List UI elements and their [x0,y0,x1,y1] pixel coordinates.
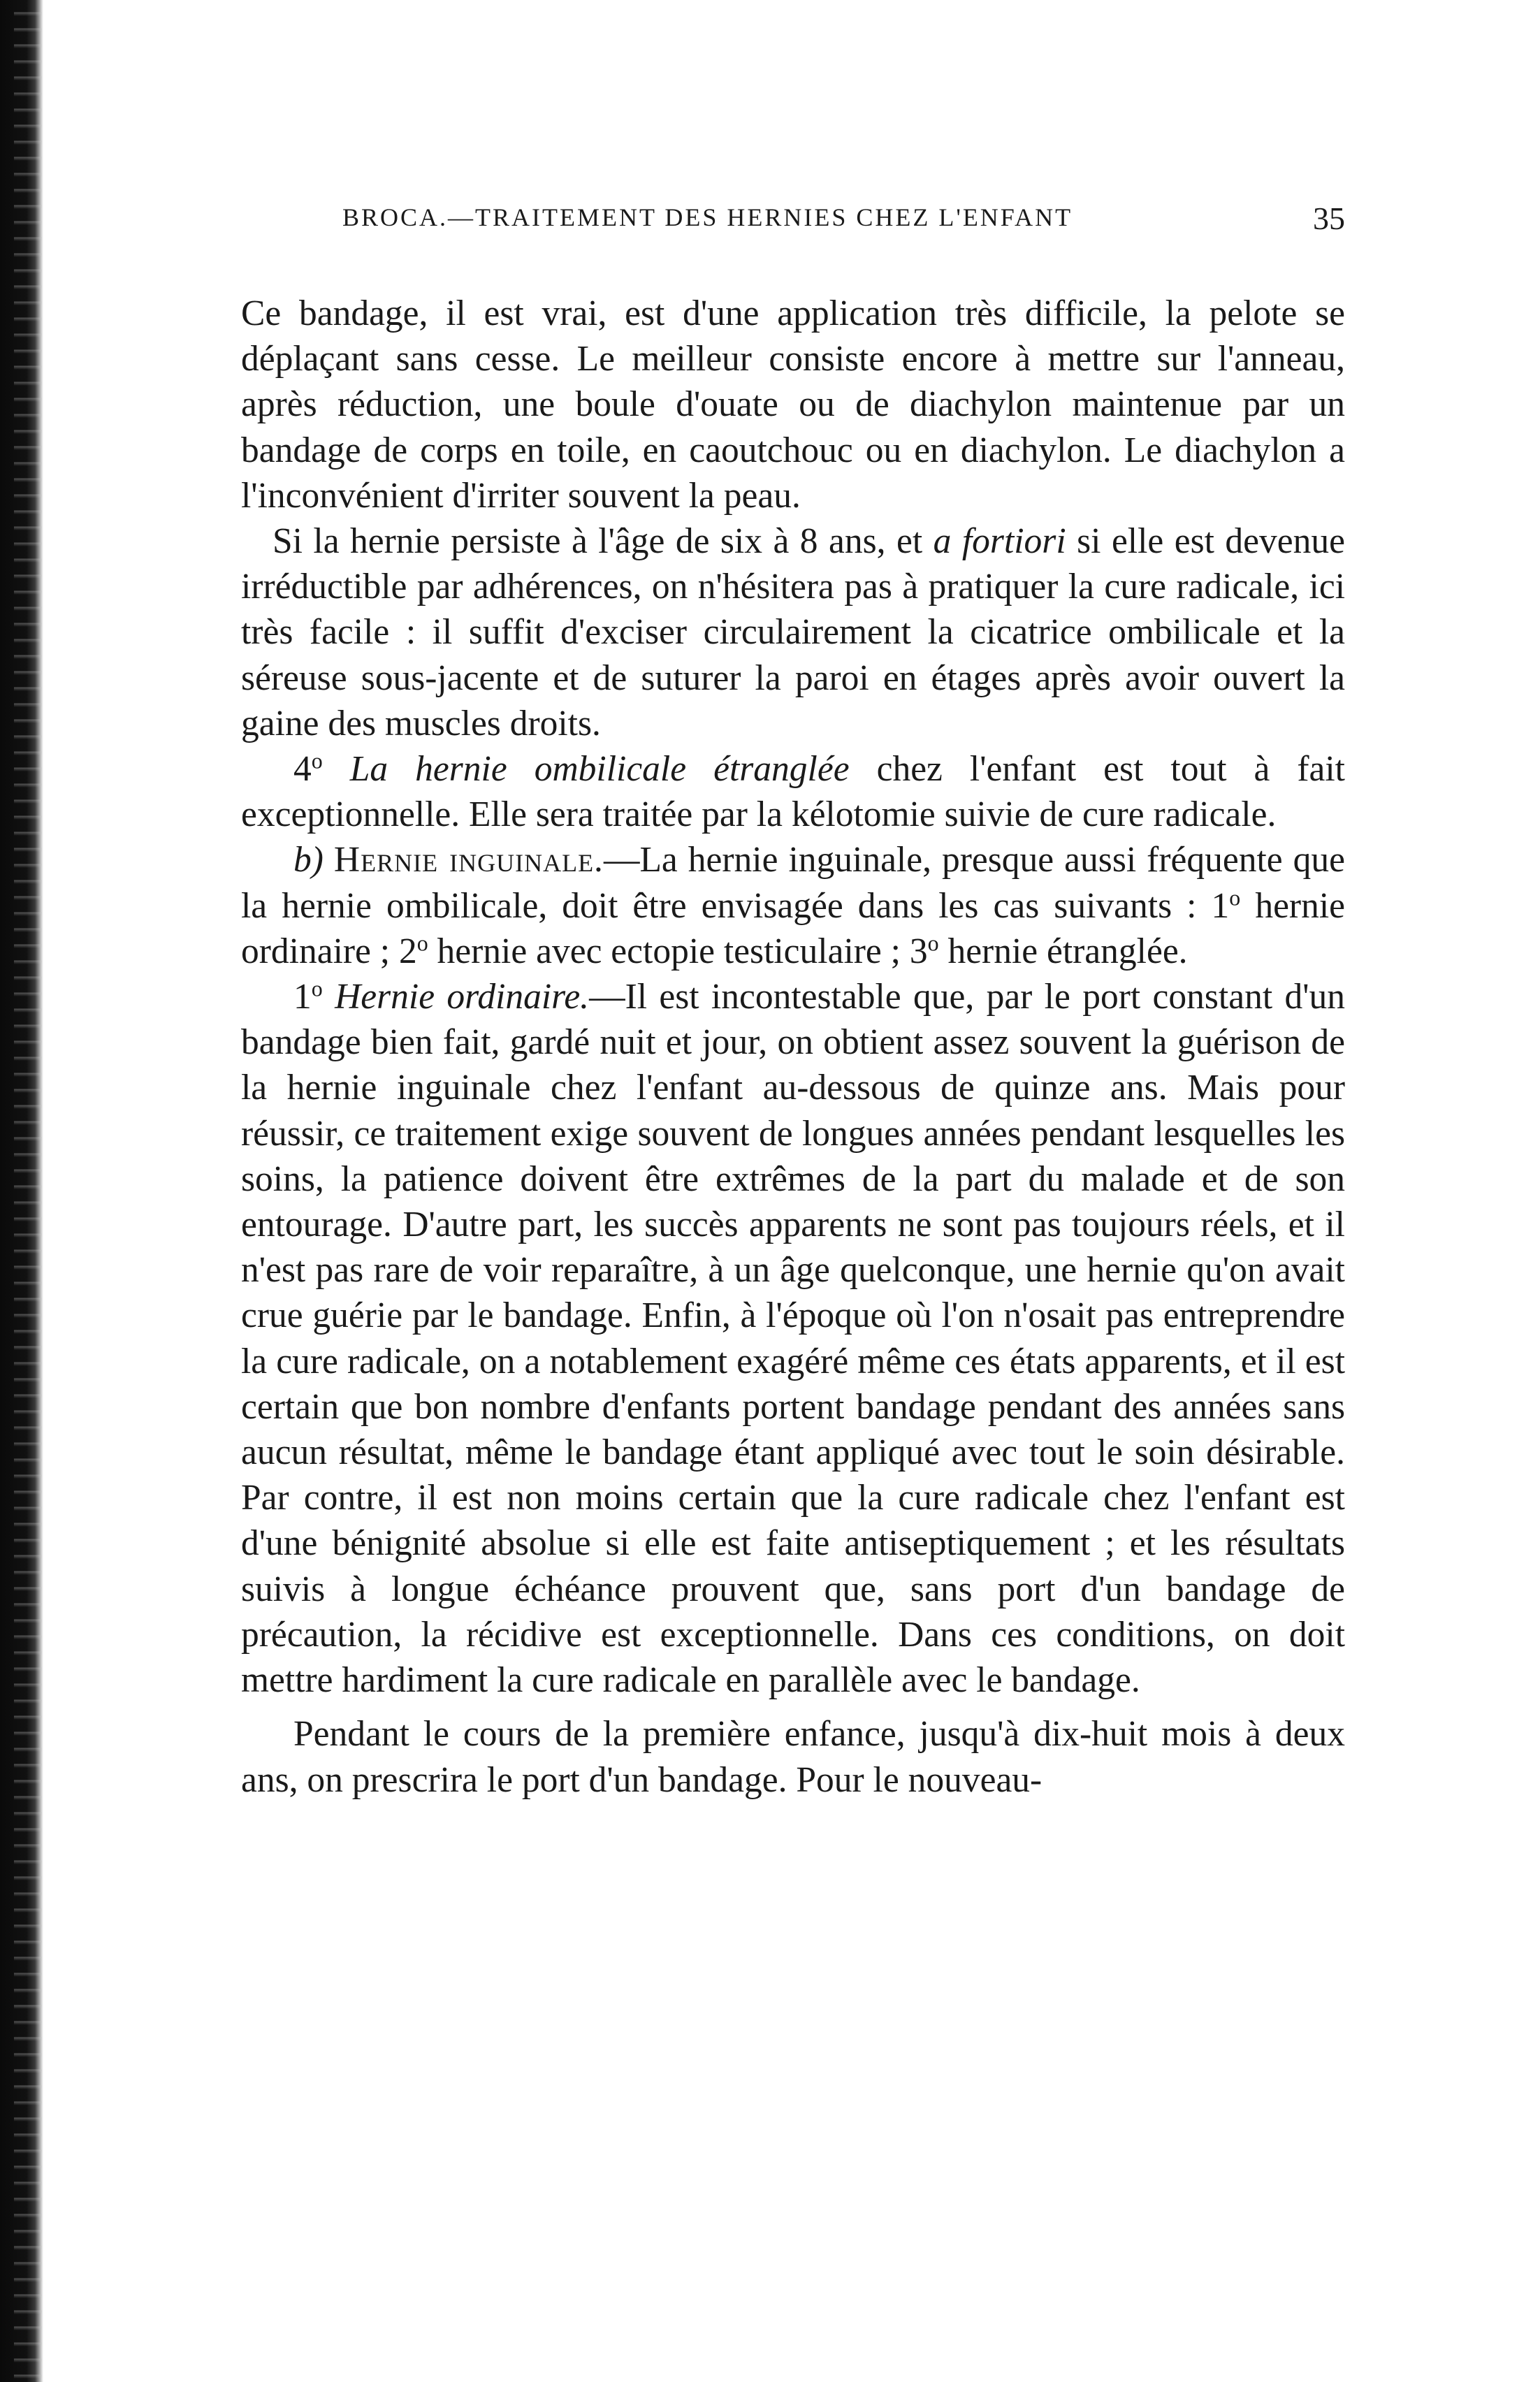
paragraph-inguinal-hernia [241,837,1345,974]
paragraph-text: —La hernie inguinale, presque aussi fréquente que la hernie ombilicale, doit être envisagée dans les cas suivants : [241,840,1345,926]
page-number: 35 [1313,201,1345,236]
ordinal-mark: o [416,931,428,956]
paragraph-bandage-difficulty: Ce bandage, il est vrai, est d'une application très difficile, la pelote se déplaçant sans cesse. Le meilleur consiste encore à mettre sur l'anneau, après réduction, une boule d'ouate ou de diachylon maintenue par un bandage de corps en toile, en caoutchouc ou en diachylon. Le diachylon a l'inconvénient d'irriter souvent la peau. [241,293,1345,516]
item-number: 4 [293,749,312,790]
ordinal-mark: o [311,976,323,1001]
paragraph-text: si elle est devenue irréductible par adhérences, on n'hésitera pas à pratiquer la cure radicale, ici très facile : il suffit d'exciser circulairement la cicatrice ombilicale et la séreuse sous-jacente et de suturer la paroi en étages après avoir ouvert la gaine des muscles droits. [241,521,1346,743]
paragraph-text: hernie avec ectopie testiculaire ; [428,931,910,971]
italic-subheading: La hernie ombilicale étranglée [349,749,850,790]
paragraph-text: hernie étranglée. [938,931,1188,971]
paragraph-strangulated-umbilical [241,746,1345,837]
paragraph-early-childhood: Pendant le cours de la première enfance, jusqu'à dix-huit mois à deux ans, on prescrira le port d'un bandage. Pour le nouveau- [241,1714,1345,1800]
paragraph-text: —Il est incontestable que, par le port constant d'un bandage bien fait, gardé nuit et jour, on obtient assez souvent la guérison de la hernie inguinale chez l'enfant au-dessous de quinze ans. Mais pour réussir, ce traitement exige souvent de longues années pendant lesquelles les soins, la patience doivent être extrêmes de la part du malade et de son entourage. D'autre part, les succès apparents ne sont pas toujours réels, et il n'est pas rare de voir reparaître, à un âge quelconque, une hernie qu'on avait crue guérie par le bandage. Enfin, à l'époque où l'on n'osait pas entreprendre la cure radicale, on a notablement exagéré même ces états apparents, et il est certain que bon nombre d'enfants portent bandage pendant des années sans aucun résultat, même le bandage étant appliqué avec tout le soin désirable. Par contre, il est non moins certain que la cure radicale chez l'enfant est d'une bénignité absolue si elle est faite antiseptiquement ; et les résultats suivis à longue échéance prouvent que, sans port d'un bandage de précaution, la récidive est exceptionnelle. Dans ces conditions, on doit mettre hardiment la cure radicale en parallèle avec le bandage. [241,977,1346,1701]
paragraph-persisting-hernia [241,518,1345,746]
book-page [241,203,1345,1803]
section-label: b) [293,840,324,880]
item-number: 1 [293,977,312,1017]
ordinal-mark: o [927,931,939,956]
running-head-title: BROCA.—TRAITEMENT DES HERNIES CHEZ L'ENFANT [342,203,1073,231]
paragraph-text: Si la hernie persiste à l'âge de six à 8 ans, et [273,521,934,562]
ordinal-mark: o [1229,885,1241,910]
item-number: 3 [909,931,928,971]
paragraph-ordinary-hernia [241,974,1345,1703]
italic-subheading: Hernie ordinaire. [335,977,590,1017]
running-head [241,203,1345,245]
item-number: 2 [398,931,417,971]
section-heading: Hernie inguinale. [333,840,604,880]
italic-phrase: a fortiori [933,521,1066,562]
paragraph-text: hernie ordinaire ; [241,885,1345,971]
body-text [241,291,1345,1803]
scan-binding-edge [0,0,43,2382]
paragraph-text: chez l'enfant est tout à fait exceptionnelle. Elle sera traitée par la kélotomie suivie de cure radicale. [241,749,1345,835]
ordinal-mark: o [311,748,323,774]
item-number: 1 [1211,885,1230,926]
